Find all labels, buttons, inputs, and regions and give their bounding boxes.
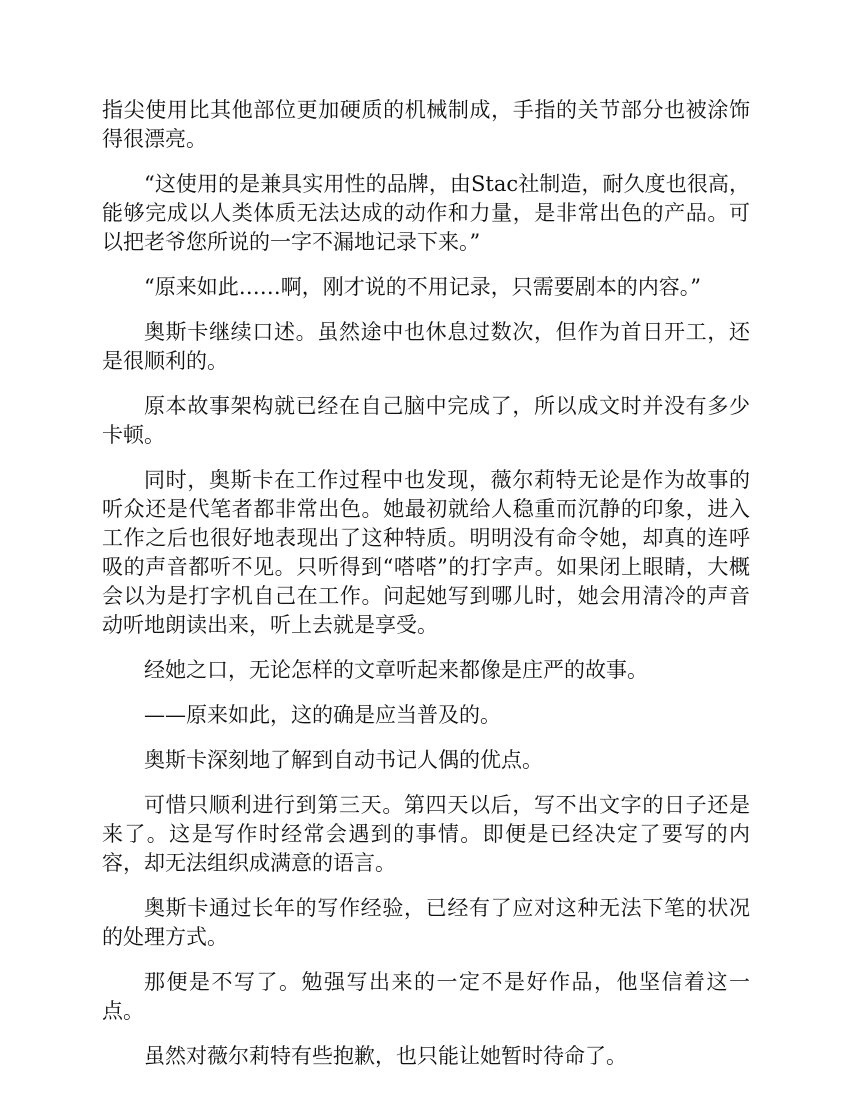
paragraph: “这使用的是兼具实用性的品牌，由Stac社制造，耐久度也很高，能够完成以人类体质无法达成的动作和力量，是非常出色的产品。可以把老爷您所说的一字不漏地记录下来。” bbox=[102, 172, 750, 254]
paragraph: 奥斯卡通过长年的写作经验，已经有了应对这种无法下笔的状况的处理方式。 bbox=[102, 896, 750, 949]
paragraph: 原本故事架构就已经在自己脑中完成了，所以成文时并没有多少卡顿。 bbox=[102, 394, 750, 447]
paragraph: 同时，奥斯卡在工作过程中也发现，薇尔莉特无论是作为故事的听众还是代笔者都非常出色。她最初就给人稳重而沉静的印象，进入工作之后也很好地表现出了这种特质。明明没有命令她，却真的连呼吸的声音都听不见。只听得到“嗒嗒”的打字声。如果闭上眼睛，大概会以为是打字机自己在工作。问起她写到哪儿时，她会用清冷的声音动听地朗读出来，听上去就是享受。 bbox=[102, 468, 750, 637]
paragraph: 指尖使用比其他部位更加硬质的机械制成，手指的关节部分也被涂饰得很漂亮。 bbox=[102, 98, 750, 151]
paragraph: 那便是不写了。勉强写出来的一定不是好作品，他坚信着这一点。 bbox=[102, 970, 750, 1023]
paragraph: 奥斯卡深刻地了解到自动书记人偶的优点。 bbox=[144, 748, 543, 772]
paragraph: 可惜只顺利进行到第三天。第四天以后，写不出文字的日子还是来了。这是写作时经常会遇到的事情。即便是已经决定了要写的内容，却无法组织成满意的语言。 bbox=[102, 793, 750, 875]
paragraph: “原来如此……啊，刚才说的不用记录，只需要剧本的内容。” bbox=[144, 275, 701, 299]
paragraph: 虽然对薇尔莉特有些抱歉，也只能让她暂时待命了。 bbox=[144, 1044, 627, 1068]
paragraph: ——原来如此，这的确是应当普及的。 bbox=[144, 703, 501, 727]
paragraph: 奥斯卡继续口述。虽然途中也休息过数次，但作为首日开工，还是很顺利的。 bbox=[102, 320, 750, 373]
document-page bbox=[102, 96, 750, 1087]
paragraph: 经她之口，无论怎样的文章听起来都像是庄严的故事。 bbox=[144, 658, 648, 682]
